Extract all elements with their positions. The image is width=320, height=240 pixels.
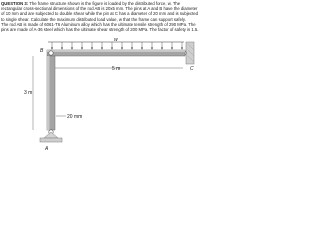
distributed-load <box>48 42 184 50</box>
load-arrow-head <box>171 48 173 50</box>
label-a: A <box>45 146 49 152</box>
label-c: C <box>190 66 194 72</box>
height-label: 3 m <box>24 90 33 96</box>
load-arrow-head <box>61 48 63 50</box>
load-arrow-head <box>81 48 83 50</box>
load-label: w <box>114 37 118 43</box>
beam-highlight <box>47 50 185 52</box>
question-body: The frame structure shown is the figure is loaded by the distributed force, w. The rectangular cross-sectional dimensions of the rod AB is 20x5 mm. The pins at A and B have the diameter of 10 mm and are subjected to double shear while the pin at C has a diameter of 20 mm and is subjected to single shear. Calculate the maximum distributed load value, w that the frame can support safely. <box>1 1 199 22</box>
load-arrow-head <box>91 48 93 50</box>
load-arrow-head <box>51 48 53 50</box>
rod-highlight <box>47 56 50 130</box>
load-arrow-head <box>141 48 143 50</box>
load-arrow-head <box>101 48 103 50</box>
ground-a <box>40 138 62 142</box>
load-arrow-head <box>161 48 163 50</box>
load-arrows <box>51 42 183 50</box>
label-b: B <box>40 48 44 54</box>
question-title: QUESTION 3: <box>1 1 29 6</box>
load-arrow-head <box>181 48 183 50</box>
load-arrow-head <box>71 48 73 50</box>
load-arrow-head <box>121 48 123 50</box>
frame-figure <box>0 36 200 154</box>
load-arrow-head <box>131 48 133 50</box>
load-arrow-head <box>111 48 113 50</box>
support-a <box>40 130 62 142</box>
question-text <box>1 1 199 32</box>
rod-width-label: 20 mm <box>67 114 83 120</box>
pin-b <box>49 51 53 55</box>
span-label: 5 m <box>112 66 121 72</box>
support-a-bracket <box>44 132 58 138</box>
question-body-2: The rod AB is made of 6061-T6 Aluminum alloy which has the ultimate tensile strength of 290 MPa. The pins are made of A-36 steel which has the ultimate shear strength of 200 MPa. The factor of safety is 1.5. <box>1 21 199 33</box>
load-arrow-head <box>151 48 153 50</box>
